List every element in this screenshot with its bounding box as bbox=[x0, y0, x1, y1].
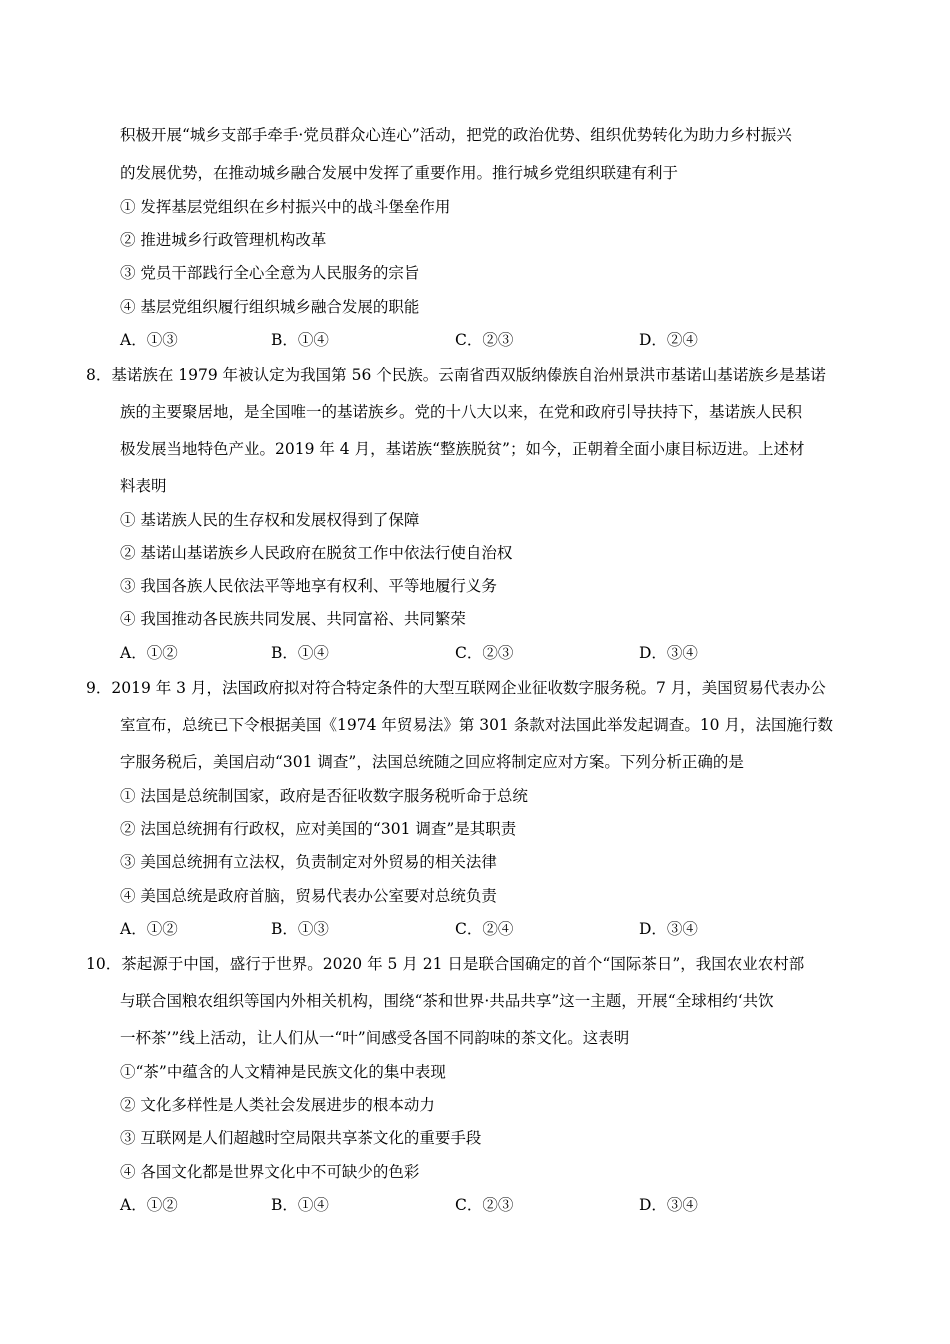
answer-choices bbox=[0, 329, 950, 351]
statement-option: ② 推进城乡行政管理机构改革 bbox=[120, 231, 327, 249]
statement-option: ① 基诺族人民的生存权和发展权得到了保障 bbox=[120, 511, 420, 529]
choice-a: A．①③ bbox=[120, 331, 178, 349]
statement-option: ④ 美国总统是政府首脑，贸易代表办公室要对总统负责 bbox=[120, 887, 497, 905]
choice-c: C．②③ bbox=[455, 644, 514, 662]
question-stem-line: 室宣布，总统已下令根据美国《1974 年贸易法》第 301 条款对法国此举发起调查。10 月，法国施行数 bbox=[120, 716, 833, 734]
statement-option: ① 发挥基层党组织在乡村振兴中的战斗堡垒作用 bbox=[120, 198, 451, 216]
statement-option: ④ 基层党组织履行组织城乡融合发展的职能 bbox=[120, 298, 420, 316]
choice-b: B．①④ bbox=[271, 644, 329, 662]
question-stem-line: 8．基诺族在 1979 年被认定为我国第 56 个民族。云南省西双版纳傣族自治州景洪市基诺山基诺族乡是基诺 bbox=[86, 366, 826, 384]
statement-option: ③ 我国各族人民依法平等地享有权利、平等地履行义务 bbox=[120, 577, 497, 595]
question-stem-line: 族的主要聚居地，是全国唯一的基诺族乡。党的十八大以来，在党和政府引导扶持下，基诺族人民积 bbox=[120, 403, 803, 421]
question-stem-line: 与联合国粮农组织等国内外相关机构，围绕“茶和世界·共品共享”这一主题，开展“全球相约‘共饮 bbox=[120, 992, 774, 1010]
question-stem-line: 9．2019 年 3 月，法国政府拟对符合特定条件的大型互联网企业征收数字服务税。7 月，美国贸易代表办公 bbox=[86, 679, 826, 697]
statement-option: ③ 美国总统拥有立法权，负责制定对外贸易的相关法律 bbox=[120, 853, 497, 871]
answer-choices bbox=[0, 1194, 950, 1216]
question-stem-line: 料表明 bbox=[120, 477, 167, 495]
statement-option: ④ 我国推动各民族共同发展、共同富裕、共同繁荣 bbox=[120, 610, 466, 628]
question-stem-line: 的发展优势，在推动城乡融合发展中发挥了重要作用。推行城乡党组织联建有利于 bbox=[120, 164, 679, 182]
statement-option: ② 法国总统拥有行政权，应对美国的“301 调查”是其职责 bbox=[120, 820, 517, 838]
statement-option: ④ 各国文化都是世界文化中不可缺少的色彩 bbox=[120, 1163, 420, 1181]
question-stem-line: 字服务税后，美国启动“301 调查”，法国总统随之回应将制定应对方案。下列分析正确的是 bbox=[120, 753, 744, 771]
choice-c: C．②③ bbox=[455, 331, 514, 349]
choice-d: D．③④ bbox=[639, 644, 698, 662]
statement-option: ③ 党员干部践行全心全意为人民服务的宗旨 bbox=[120, 264, 420, 282]
statement-option: ③ 互联网是人们超越时空局限共享茶文化的重要手段 bbox=[120, 1129, 482, 1147]
choice-a: A．①② bbox=[120, 920, 178, 938]
choice-b: B．①④ bbox=[271, 1196, 329, 1214]
choice-d: D．③④ bbox=[639, 1196, 698, 1214]
question-stem-line: 一杯茶’”线上活动，让人们从一“叶”间感受各国不同韵味的茶文化。这表明 bbox=[120, 1029, 630, 1047]
choice-c: C．②③ bbox=[455, 1196, 514, 1214]
choice-a: A．①② bbox=[120, 644, 178, 662]
choice-b: B．①④ bbox=[271, 331, 329, 349]
answer-choices bbox=[0, 642, 950, 664]
choice-c: C．②④ bbox=[455, 920, 514, 938]
statement-option: ① 法国是总统制国家，政府是否征收数字服务税听命于总统 bbox=[120, 787, 528, 805]
statement-option: ①“茶”中蕴含的人文精神是民族文化的集中表现 bbox=[120, 1063, 446, 1081]
question-stem-line: 极发展当地特色产业。2019 年 4 月，基诺族“整族脱贫”；如今，正朝着全面小康目标迈进。上述材 bbox=[120, 440, 805, 458]
choice-b: B．①③ bbox=[271, 920, 329, 938]
statement-option: ② 文化多样性是人类社会发展进步的根本动力 bbox=[120, 1096, 435, 1114]
question-stem-line: 10．茶起源于中国，盛行于世界。2020 年 5 月 21 日是联合国确定的首个“国际茶日”，我国农业农村部 bbox=[86, 955, 805, 973]
choice-a: A．①② bbox=[120, 1196, 178, 1214]
choice-d: D．③④ bbox=[639, 920, 698, 938]
statement-option: ② 基诺山基诺族乡人民政府在脱贫工作中依法行使自治权 bbox=[120, 544, 513, 562]
choice-d: D．②④ bbox=[639, 331, 698, 349]
question-stem-line: 积极开展“城乡支部手牵手·党员群众心连心”活动，把党的政治优势、组织优势转化为助力乡村振兴 bbox=[120, 126, 792, 144]
answer-choices bbox=[0, 918, 950, 940]
